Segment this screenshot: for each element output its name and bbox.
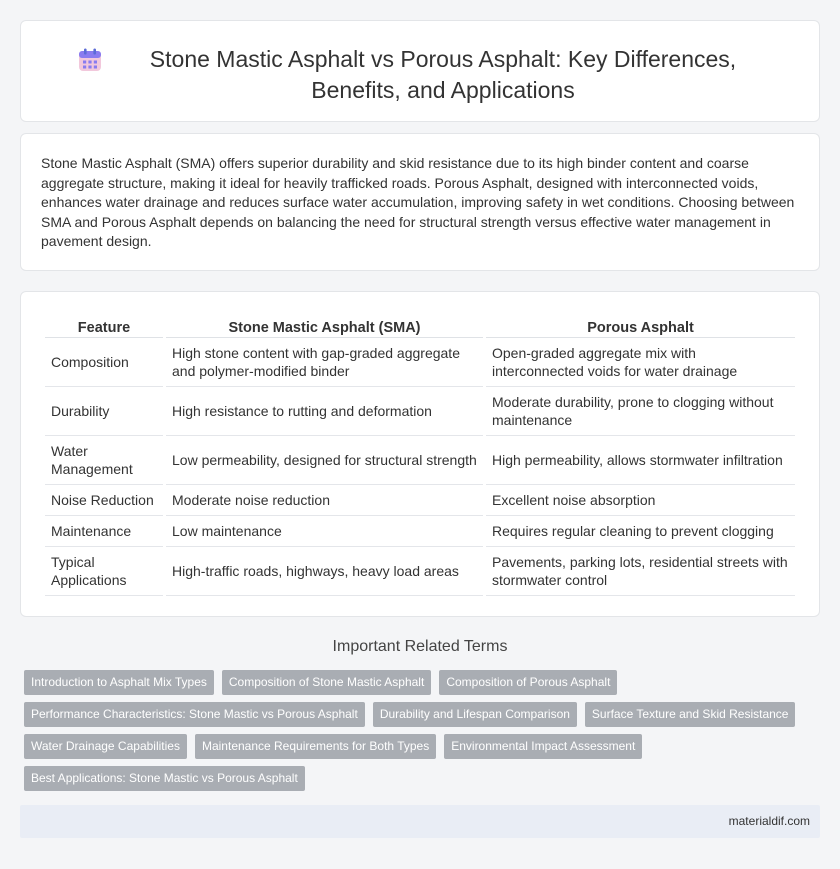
table-row [45,338,795,387]
related-term-tag[interactable]: Maintenance Requirements for Both Types [195,734,436,759]
sma-cell: Low permeability, designed for structural strength [166,436,483,485]
feature-cell: Maintenance [45,516,163,547]
related-terms-title: Important Related Terms [332,638,508,655]
feature-cell: Composition [45,338,163,387]
sma-cell: High resistance to rutting and deformation [166,387,483,436]
header-feature: Feature [45,314,163,338]
related-term-tag[interactable]: Durability and Lifespan Comparison [373,702,577,727]
header-porous: Porous Asphalt [486,314,795,338]
related-term-tag[interactable]: Composition of Stone Mastic Asphalt [222,670,431,695]
page-title: Stone Mastic Asphalt vs Porous Asphalt: Key Differences, Benefits, and Applications [149,46,737,103]
related-term-tag[interactable]: Performance Characteristics: Stone Mastic vs Porous Asphalt [24,702,365,727]
porous-cell: Pavements, parking lots, residential streets with stormwater control [486,547,795,596]
related-term-tag[interactable]: Best Applications: Stone Mastic vs Porous Asphalt [24,766,305,791]
related-terms-list [24,670,824,798]
table-row [45,516,795,547]
related-term-tag[interactable]: Introduction to Asphalt Mix Types [24,670,214,695]
feature-cell: Typical Applications [45,547,163,596]
table-row [45,547,795,596]
table-header-row [45,314,795,338]
comparison-table-card [20,291,820,617]
related-term-tag[interactable]: Environmental Impact Assessment [444,734,642,759]
sma-cell: Low maintenance [166,516,483,547]
table-row [45,387,795,436]
table-row [45,436,795,485]
table-row [45,485,795,516]
porous-cell: Open-graded aggregate mix with interconnected voids for water drainage [486,338,795,387]
footer [20,805,820,838]
comparison-table [42,314,798,596]
porous-cell: Requires regular cleaning to prevent clogging [486,516,795,547]
intro-paragraph: Stone Mastic Asphalt (SMA) offers superior durability and skid resistance due to its high binder content and coarse aggregate structure, making it ideal for heavily trafficked roads. Porous Asphalt, designed with interconnected voids, enhances water drainage and reduces surface water accumulation, improving safety in wet conditions. Choosing between SMA and Porous Asphalt depends on balancing the need for structural strength versus effective water management in pavement design. [41,155,795,250]
feature-cell: Water Management [45,436,163,485]
intro-card [20,133,820,271]
header-sma: Stone Mastic Asphalt (SMA) [166,314,483,338]
porous-cell: Moderate durability, prone to clogging without maintenance [486,387,795,436]
related-term-tag[interactable]: Surface Texture and Skid Resistance [585,702,796,727]
feature-cell: Durability [45,387,163,436]
title-card [20,20,820,122]
related-term-tag[interactable]: Water Drainage Capabilities [24,734,187,759]
feature-cell: Noise Reduction [45,485,163,516]
sma-cell: High stone content with gap-graded aggregate and polymer-modified binder [166,338,483,387]
footer-site-link[interactable]: materialdif.com [728,814,810,828]
sma-cell: Moderate noise reduction [166,485,483,516]
porous-cell: High permeability, allows stormwater infiltration [486,436,795,485]
sma-cell: High-traffic roads, highways, heavy load areas [166,547,483,596]
calendar-icon [77,47,103,73]
related-term-tag[interactable]: Composition of Porous Asphalt [439,670,617,695]
porous-cell: Excellent noise absorption [486,485,795,516]
